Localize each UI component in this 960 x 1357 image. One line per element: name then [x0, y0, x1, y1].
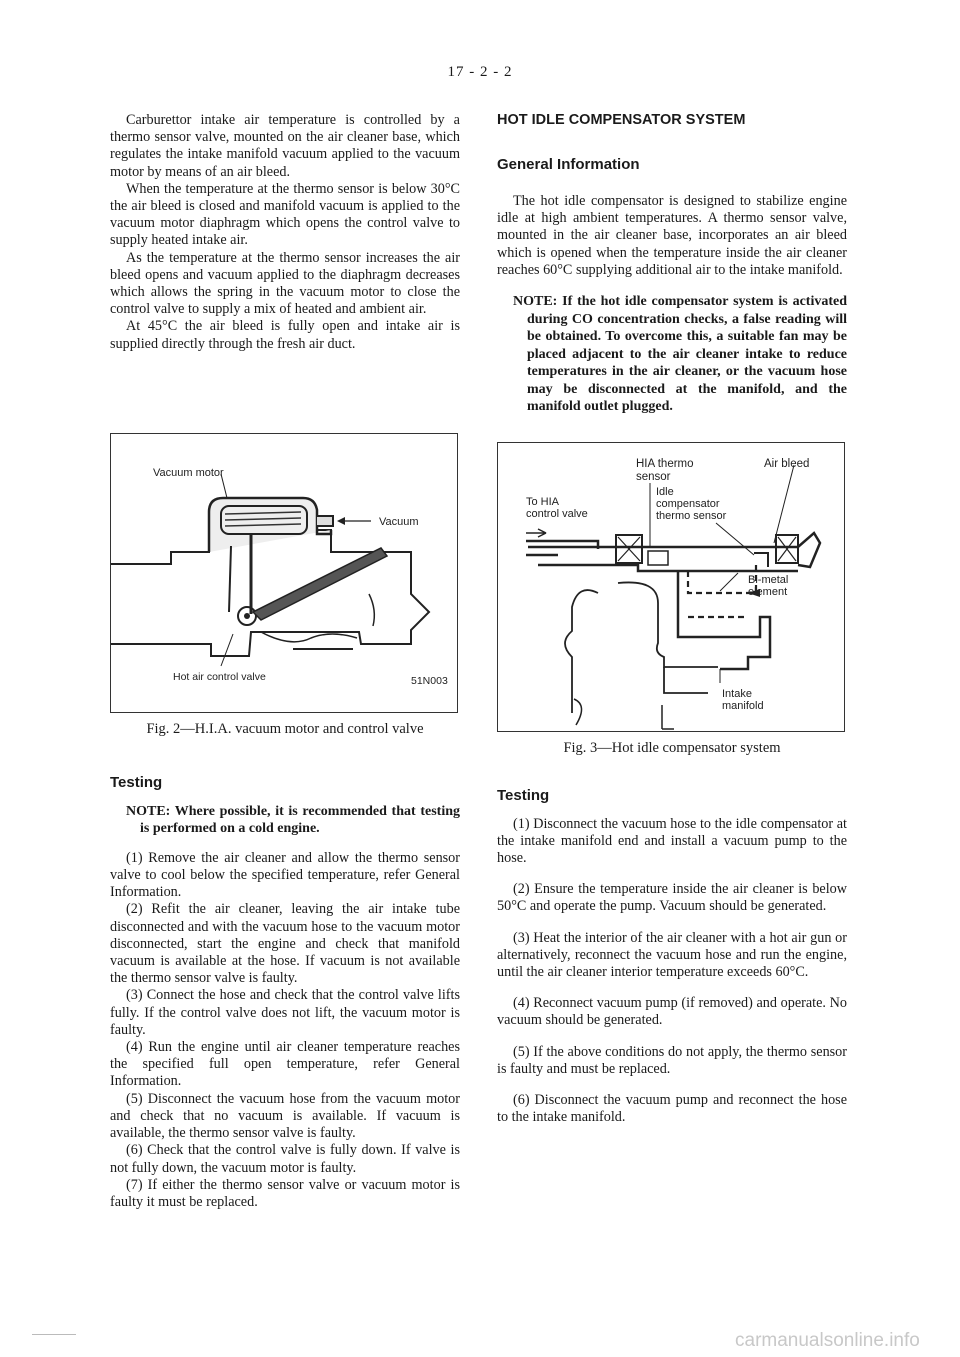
testing-step: (5) If the above conditions do not apply, the thermo sensor is faulty and must be replaced.: [497, 1043, 847, 1077]
label-hot-air-control-valve: Hot air control valve: [173, 670, 266, 683]
testing-step: (4) Reconnect vacuum pump (if removed) and operate. No vacuum should be generated.: [497, 995, 847, 1029]
testing-step: (4) Run the engine until air cleaner temperature reaches the specified full open temperature, refer General Information.: [110, 1039, 460, 1090]
figure-2-hia-vacuum-motor: [110, 433, 458, 713]
testing-step: (5) Disconnect the vacuum hose from the vacuum motor and check that no vacuum is available. If vacuum is available, the thermo sensor valve is faulty.: [110, 1090, 460, 1142]
label-idle: Idle: [656, 485, 674, 498]
right-testing-heading: Testing: [497, 786, 550, 804]
right-intro-paragraph: The hot idle compensator is designed to stabilize engine idle at high ambient temperatures. A thermo sensor valve, mounted in the air cleaner base, incorporates an air bleed which is opened when the temperature inside the air cleaner reaches 60°C supplying additional air to the intake manifold.: [497, 193, 847, 278]
general-information-heading: General Information: [497, 156, 640, 173]
figure-3-caption: Fig. 3—Hot idle compensator system: [563, 739, 781, 756]
right-testing-steps: [497, 816, 847, 1127]
label-air-bleed: Air bleed: [764, 457, 810, 470]
testing-step: (2) Ensure the temperature inside the air cleaner is below 50°C and operate the pump. Vacuum should be generated.: [497, 881, 847, 915]
label-element: element: [748, 585, 788, 598]
testing-step: (1) Disconnect the vacuum hose to the idle compensator at the intake manifold end and install a vacuum pump to the hose.: [497, 815, 847, 866]
vacuum-motor-diagram: [111, 434, 457, 712]
label-intake: Intake: [722, 687, 752, 700]
left-intro-paragraph: At 45°C the air bleed is fully open and intake air is supplied directly through the fresh air duct.: [110, 318, 460, 352]
footer-rule: [32, 1334, 76, 1335]
label-vacuum: Vacuum: [379, 515, 419, 528]
label-manifold: manifold: [722, 699, 764, 712]
testing-step: (2) Refit the air cleaner, leaving the air intake tube disconnected and with the vacuum hose to the vacuum motor disconnected, start the engine and check that manifold vacuum is available at the hose. If vacuum is not available the thermo sensor valve is faulty.: [110, 901, 460, 987]
left-testing-steps: [110, 850, 460, 1211]
hot-idle-compensator-diagram: [498, 443, 844, 731]
section-heading: HOT IDLE COMPENSATOR SYSTEM: [497, 112, 746, 128]
testing-step: (6) Disconnect the vacuum pump and reconnect the hose to the intake manifold.: [497, 1091, 847, 1126]
label-control-valve: control valve: [526, 507, 588, 520]
right-column: [497, 112, 847, 1140]
label-vacuum-motor: Vacuum motor: [153, 466, 224, 479]
left-testing-note: NOTE: Where possible, it is recommended that testing is performed on a cold engine.: [126, 803, 460, 837]
watermark: carmanualsonline.info: [735, 1330, 920, 1351]
label-to-hia: To HIA: [526, 495, 560, 508]
left-intro-paragraph: As the temperature at the thermo sensor increases the air bleed opens and vacuum applied to the diaphragm decreases which allows the spring in the vacuum motor to close the control valve to supply a mix of heated and ambient air.: [110, 249, 460, 318]
testing-step: (3) Heat the interior of the air cleaner with a hot air gun or alternatively, reconnect the vacuum hose and run the engine, until the air cleaner interior temperature exceeds 60°C.: [497, 929, 847, 980]
label-bi-metal: Bi-metal: [748, 573, 789, 586]
label-thermo-sensor: thermo sensor: [656, 509, 727, 522]
left-intro-paragraph: When the temperature at the thermo sensor is below 30°C the air bleed is closed and manifold vacuum is applied to the vacuum motor diaphragm which opens the control valve to supply heated intake air.: [110, 180, 460, 249]
label-compensator: compensator: [656, 497, 720, 510]
testing-step: (7) If either the thermo sensor valve or vacuum motor is faulty it must be replaced.: [110, 1176, 460, 1210]
page-number: 17 - 2 - 2: [447, 64, 513, 80]
figure-code: 51N003: [411, 674, 448, 687]
label-hia-thermo: HIA thermo: [636, 457, 694, 470]
left-testing-heading: Testing: [110, 773, 163, 791]
testing-step: (3) Connect the hose and check that the control valve lifts fully. If the control valve does not lift, the vacuum motor is faulty.: [110, 987, 460, 1038]
left-column: [110, 112, 460, 1211]
label-sensor: sensor: [636, 470, 671, 483]
left-intro-paragraph: Carburettor intake air temperature is controlled by a thermo sensor valve, mounted on the air cleaner base, which regulates the intake manifold vacuum applied to the vacuum motor by means of an air bleed.: [110, 112, 460, 180]
figure-2-caption: Fig. 2—H.I.A. vacuum motor and control valve: [146, 720, 424, 737]
figure-3-hot-idle-compensator: [497, 442, 845, 732]
testing-step: (1) Remove the air cleaner and allow the thermo sensor valve to cool below the specified temperature, refer General Information.: [110, 849, 460, 901]
right-note: NOTE: If the hot idle compensator system is activated during CO concentration checks, a false reading will be obtained. To overcome this, a suitable fan may be placed adjacent to the air cleaner intake to reduce temperatures in the air cleaner, or the vacuum hose may be disconnected at the manifold, and the manifold outlet plugged.: [513, 294, 847, 415]
testing-step: (6) Check that the control valve is fully down. If valve is not fully down, the vacuum motor is faulty.: [110, 1142, 460, 1176]
